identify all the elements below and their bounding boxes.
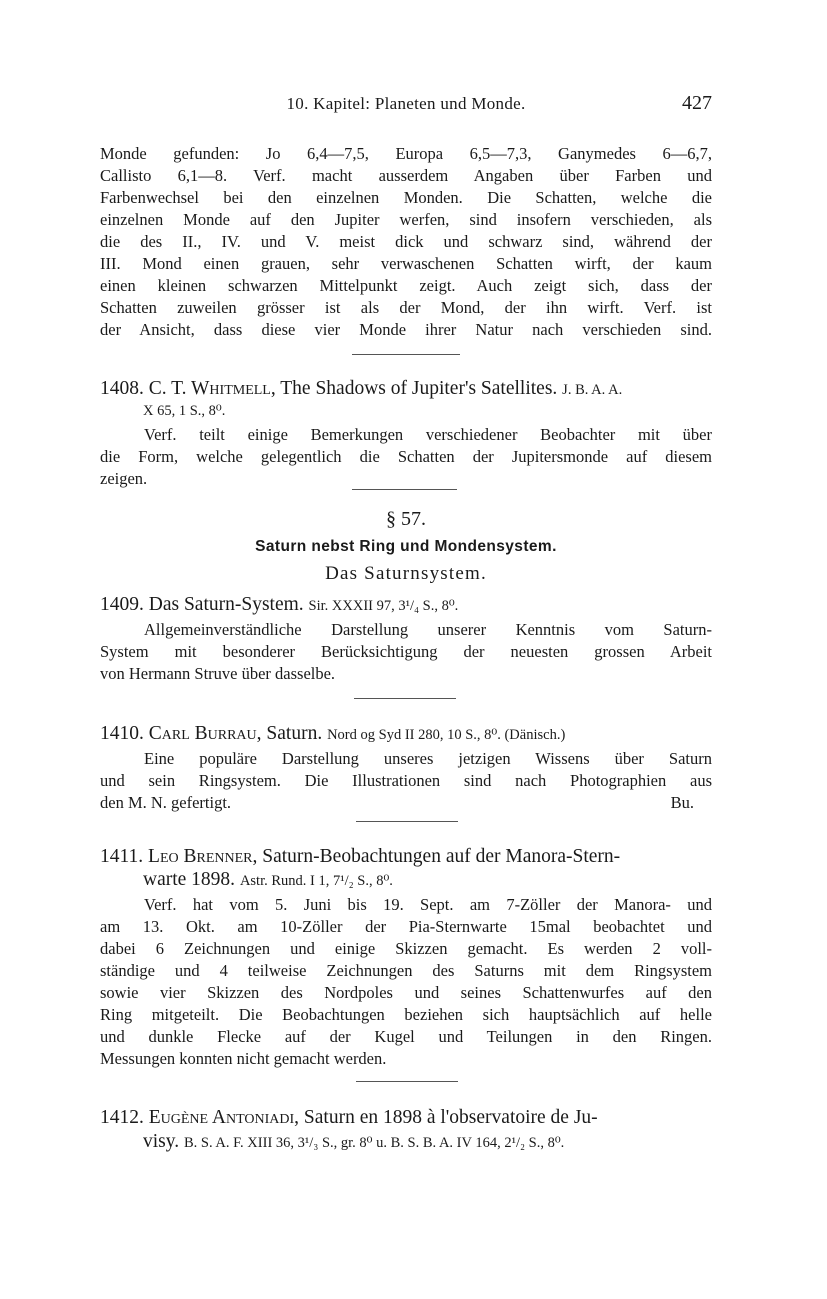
text-line: Messungen konnten nicht gemacht werden. [100, 1049, 387, 1068]
text-line: am 13. Okt. am 10-Zöller der Pia-Sternwarte 15mal beobachtet und [100, 917, 712, 936]
entry-title-continued: visy. [143, 1131, 180, 1152]
entry-source: Nord og Syd II 280, 10 S., 8⁰. (Dänisch.) [327, 727, 566, 743]
divider-rule [356, 821, 458, 822]
entry-source: Astr. Rund. I 1, 7¹/₂ S., 8⁰. [239, 873, 393, 889]
entry-heading-continued [143, 868, 765, 893]
entry-number: 1411. [100, 846, 144, 867]
chapter-title: 10. Kapitel: Planeten und Monde. [286, 94, 526, 113]
text-line: von Hermann Struve über dasselbe. [100, 664, 336, 683]
entry-heading [100, 593, 722, 618]
entry-title-continued: warte 1898. [143, 869, 236, 890]
text-line: Verf. hat vom 5. Juni bis 19. Sept. am 7-Zöller der Manora- und [144, 895, 712, 914]
text-line: der Ansicht, dass diese vier Monde ihrer Natur nach verschieden sind. [100, 320, 712, 339]
entry-heading [100, 1106, 722, 1130]
text-line: und sein Ringsystem. Die Illustrationen sind nach Photographien aus [100, 771, 712, 790]
divider-rule [356, 1081, 458, 1082]
text-line: zeigen. [100, 469, 148, 488]
entry-author: Eugène Antoniadi, [148, 1107, 300, 1128]
text-line: die Form, welche gelegentlich die Schatten der Jupitersmonde auf diesem [100, 447, 712, 466]
text-line: Eine populäre Darstellung unseres jetzigen Wissens über Saturn [144, 749, 712, 768]
divider-rule [354, 698, 456, 699]
entry-author: Leo Brenner, [148, 846, 258, 867]
text-line: III. Mond einen grauen, sehr verwaschenen Schatten wirft, der kaum [100, 254, 712, 273]
text-line: Allgemeinverständliche Darstellung unserer Kenntnis vom Saturn- [144, 620, 712, 639]
divider-rule [352, 489, 457, 490]
entry-heading [100, 845, 722, 869]
text-line: einen kleinen schwarzen Mittelpunkt zeigt. Auch zeigt sich, dass der [100, 276, 712, 295]
entry-title: Saturn en 1898 à l'observatoire de Ju- [303, 1107, 598, 1128]
text-line: Monde gefunden: Jo 6,4—7,5, Europa 6,5—7,3, Ganymedes 6—6,7, [100, 144, 712, 163]
entry-author: Carl Burrau, [148, 723, 262, 744]
text-line: Farbenwechsel bei den einzelnen Monden. Die Schatten, welche die [100, 188, 712, 207]
text-line: dabei 6 Zeichnungen und einige Skizzen gemacht. Es werden 2 voll- [100, 939, 712, 958]
entry-source: B. S. A. F. XIII 36, 3¹/₃ S., gr. 8⁰ u. B. S. B. A. IV 164, 2¹/₂ S., 8⁰. [184, 1135, 565, 1151]
divider-rule [352, 354, 460, 355]
text-line: ständige und 4 teilweise Zeichnungen des Saturns mit dem Ringsystem [100, 961, 712, 980]
text-line: die des II., IV. und V. meist dick und schwarz sind, während der [100, 232, 712, 251]
page-number: 427 [682, 92, 712, 114]
entry-source: J. B. A. A. [562, 382, 623, 398]
entry-heading [100, 377, 722, 402]
entry-body-end: den M. N. gefertigt. [100, 793, 232, 812]
entry-heading-continued [143, 1130, 765, 1155]
text-line: Callisto 6,1—8. Verf. macht ausserdem Angaben über Farben und [100, 166, 712, 185]
text-line: Verf. teilt einige Bemerkungen verschiedener Beobachter mit über [144, 425, 712, 444]
entry-number: 1408. [100, 378, 144, 399]
entry-number: 1409. [100, 594, 144, 615]
entry-number: 1410. [100, 723, 144, 744]
running-header [100, 92, 712, 118]
entry-source-continued: X 65, 1 S., 8⁰. [143, 403, 226, 419]
entry-number: 1412. [100, 1107, 144, 1128]
reviewer-initials: Bu. [670, 793, 694, 812]
text-line: und dunkle Flecke auf der Kugel und Teilungen in den Ringen. [100, 1027, 712, 1046]
text-line: einzelnen Monde auf den Jupiter werfen, sind insofern verschieden, als [100, 210, 712, 229]
section-number: § 57. [386, 508, 426, 530]
section-title: Saturn nebst Ring und Mondensystem. [255, 538, 557, 555]
entry-heading [100, 722, 722, 747]
text-line: Schatten zuweilen grösser ist als der Mond, der ihn wirft. Verf. ist [100, 298, 712, 317]
entry-source: Sir. XXXII 97, 3¹/₄ S., 8⁰. [308, 598, 459, 614]
entry-title: The Shadows of Jupiter's Satellites. [280, 378, 558, 399]
entry-title: Das Saturn-System. [148, 594, 304, 615]
entry-title: Saturn. [266, 723, 323, 744]
section-subtitle: Das Saturnsystem. [325, 563, 487, 584]
text-line: System mit besonderer Berücksichtigung der neuesten grossen Arbeit [100, 642, 712, 661]
text-line: sowie vier Skizzen des Nordpoles und seines Schattenwurfes auf den [100, 983, 712, 1002]
entry-author: C. T. Whitmell, [148, 378, 276, 399]
text-line [100, 792, 712, 814]
text-line: Ring mitgeteilt. Die Beobachtungen beziehen sich hauptsächlich auf helle [100, 1005, 712, 1024]
entry-title: Saturn-Beobachtungen auf der Manora-Stern- [262, 846, 621, 867]
